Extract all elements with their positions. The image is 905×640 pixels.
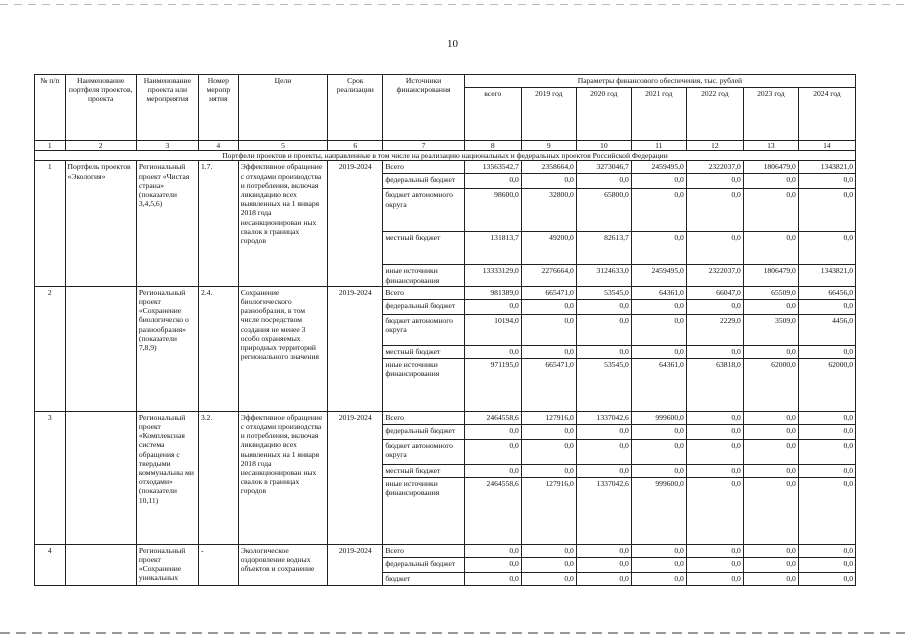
header-2022: 2022 год <box>686 88 743 141</box>
portfolio-name <box>65 544 136 585</box>
goal-text: Сохранение биологического разнообразия, в том числе посредством создания не менее 3 особо охраняемых природных территорий регионального значения <box>238 286 328 411</box>
event-number: 1.7. <box>198 161 238 286</box>
amount-cell: 2459495,0 <box>631 161 686 174</box>
header-goals: Цели <box>238 75 328 141</box>
amount-cell: 0,0 <box>521 174 576 189</box>
amount-cell: 0,0 <box>686 174 743 189</box>
col-number: 6 <box>328 141 383 151</box>
header-period: Срок реализации <box>328 75 383 141</box>
amount-cell: 999600,0 <box>631 411 686 424</box>
amount-cell: 0,0 <box>798 439 855 464</box>
amount-cell: 0,0 <box>631 572 686 585</box>
financing-table <box>34 74 856 586</box>
amount-cell: 0,0 <box>464 439 521 464</box>
amount-cell: 64361,0 <box>631 358 686 411</box>
amount-cell: 999600,0 <box>631 477 686 544</box>
amount-cell: 0,0 <box>576 424 631 439</box>
header-project: Наименование проекта или мероприятия <box>136 75 198 141</box>
amount-cell: 127916,0 <box>521 411 576 424</box>
amount-cell: 0,0 <box>686 572 743 585</box>
funding-source: федеральный бюджет <box>383 424 464 439</box>
amount-cell: 2229,0 <box>686 314 743 345</box>
amount-cell: 0,0 <box>743 232 798 265</box>
amount-cell: 0,0 <box>798 464 855 477</box>
amount-cell: 0,0 <box>631 232 686 265</box>
amount-cell: 98600,0 <box>464 189 521 232</box>
amount-cell: 0,0 <box>464 557 521 572</box>
funding-source: бюджет <box>383 572 464 585</box>
amount-cell: 0,0 <box>743 424 798 439</box>
amount-cell: 665471,0 <box>521 286 576 299</box>
amount-cell: 0,0 <box>798 174 855 189</box>
section-title: Портфели проектов и проекты, направленные в том числе на реализацию национальных и федеральных проектов Российской Федерации <box>35 151 856 161</box>
funding-source: Всего <box>383 161 464 174</box>
table-row <box>35 544 856 557</box>
col-number: 1 <box>35 141 66 151</box>
col-number: 8 <box>464 141 521 151</box>
funding-source: иные источники финансирования <box>383 265 464 286</box>
amount-cell: 82613,7 <box>576 232 631 265</box>
amount-cell: 0,0 <box>521 345 576 358</box>
amount-cell: 62000,0 <box>743 358 798 411</box>
section-title-row <box>35 151 856 161</box>
funding-source: бюджет автономного округа <box>383 314 464 345</box>
amount-cell: 1806479,0 <box>743 265 798 286</box>
amount-cell: 0,0 <box>743 477 798 544</box>
amount-cell: 0,0 <box>686 464 743 477</box>
amount-cell: 1343821,0 <box>798 161 855 174</box>
period: 2019-2024 <box>328 161 383 286</box>
amount-cell: 0,0 <box>464 464 521 477</box>
amount-cell: 0,0 <box>464 572 521 585</box>
amount-cell: 981389,0 <box>464 286 521 299</box>
portfolio-name <box>65 411 136 544</box>
header-total: всего <box>464 88 521 141</box>
amount-cell: 0,0 <box>464 345 521 358</box>
row-number: 1 <box>35 161 66 286</box>
col-number: 2 <box>65 141 136 151</box>
amount-cell: 53545,0 <box>576 358 631 411</box>
funding-source: местный бюджет <box>383 345 464 358</box>
period: 2019-2024 <box>328 286 383 411</box>
amount-cell: 0,0 <box>686 299 743 314</box>
amount-cell: 0,0 <box>798 557 855 572</box>
amount-cell: 665471,0 <box>521 358 576 411</box>
amount-cell: 65800,0 <box>576 189 631 232</box>
amount-cell: 0,0 <box>521 572 576 585</box>
event-number: - <box>198 544 238 585</box>
amount-cell: 0,0 <box>686 345 743 358</box>
project-name: Региональный проект «Чистая страна» (показатели 3,4,5,6) <box>136 161 198 286</box>
amount-cell: 0,0 <box>576 439 631 464</box>
amount-cell: 0,0 <box>743 464 798 477</box>
amount-cell: 2464558,6 <box>464 411 521 424</box>
amount-cell: 0,0 <box>631 299 686 314</box>
amount-cell: 32800,0 <box>521 189 576 232</box>
header-params: Параметры финансового обеспечения, тыс. рублей <box>464 75 855 88</box>
col-number: 7 <box>383 141 464 151</box>
amount-cell: 0,0 <box>743 174 798 189</box>
row-number: 3 <box>35 411 66 544</box>
amount-cell: 3124633,0 <box>576 265 631 286</box>
header-no: № п/п <box>35 75 66 141</box>
period: 2019-2024 <box>328 544 383 585</box>
amount-cell: 0,0 <box>631 189 686 232</box>
header-2021: 2021 год <box>631 88 686 141</box>
amount-cell: 0,0 <box>743 411 798 424</box>
amount-cell: 0,0 <box>798 411 855 424</box>
col-number: 11 <box>631 141 686 151</box>
amount-cell: 2322037,0 <box>686 161 743 174</box>
amount-cell: 0,0 <box>464 544 521 557</box>
amount-cell: 0,0 <box>686 477 743 544</box>
funding-source: Всего <box>383 411 464 424</box>
amount-cell: 0,0 <box>798 572 855 585</box>
funding-source: иные источники финансирования <box>383 477 464 544</box>
amount-cell: 2464558,6 <box>464 477 521 544</box>
amount-cell: 0,0 <box>631 544 686 557</box>
amount-cell: 66047,0 <box>686 286 743 299</box>
page-number: 10 <box>447 38 458 50</box>
header-2019: 2019 год <box>521 88 576 141</box>
amount-cell: 0,0 <box>798 477 855 544</box>
amount-cell: 0,0 <box>521 557 576 572</box>
amount-cell: 0,0 <box>743 557 798 572</box>
amount-cell: 0,0 <box>631 314 686 345</box>
amount-cell: 0,0 <box>686 189 743 232</box>
amount-cell: 0,0 <box>686 232 743 265</box>
funding-source: федеральный бюджет <box>383 174 464 189</box>
funding-source: федеральный бюджет <box>383 299 464 314</box>
amount-cell: 0,0 <box>521 439 576 464</box>
goal-text: Эффективное обращение с отходами производства и потребления, включая ликвидацию всех выявленных на 1 января 2018 года несанкционирован ных свалок в границах городов <box>238 161 328 286</box>
scan-edge-top <box>0 4 905 5</box>
amount-cell: 66456,0 <box>798 286 855 299</box>
amount-cell: 3273046,7 <box>576 161 631 174</box>
col-number: 13 <box>743 141 798 151</box>
funding-source: бюджет автономного округа <box>383 439 464 464</box>
amount-cell: 0,0 <box>521 544 576 557</box>
amount-cell: 0,0 <box>686 411 743 424</box>
amount-cell: 0,0 <box>686 439 743 464</box>
project-name: Региональный проект «Сохранение уникальных <box>136 544 198 585</box>
amount-cell: 10194,0 <box>464 314 521 345</box>
amount-cell: 0,0 <box>798 299 855 314</box>
amount-cell: 2276664,0 <box>521 265 576 286</box>
amount-cell: 49200,0 <box>521 232 576 265</box>
amount-cell: 0,0 <box>576 174 631 189</box>
amount-cell: 0,0 <box>576 314 631 345</box>
goal-text: Экологическое оздоровление водных объектов и сохранение <box>238 544 328 585</box>
portfolio-name: Портфель проектов «Экология» <box>65 161 136 286</box>
amount-cell: 3509,0 <box>743 314 798 345</box>
amount-cell: 0,0 <box>464 299 521 314</box>
scan-edge-bottom <box>0 632 905 634</box>
amount-cell: 0,0 <box>631 464 686 477</box>
table-body <box>35 161 856 585</box>
amount-cell: 0,0 <box>798 424 855 439</box>
amount-cell: 0,0 <box>464 174 521 189</box>
amount-cell: 0,0 <box>798 345 855 358</box>
amount-cell: 4456,0 <box>798 314 855 345</box>
amount-cell: 0,0 <box>576 572 631 585</box>
amount-cell: 0,0 <box>686 424 743 439</box>
period: 2019-2024 <box>328 411 383 544</box>
amount-cell: 0,0 <box>631 439 686 464</box>
amount-cell: 0,0 <box>631 174 686 189</box>
amount-cell: 971195,0 <box>464 358 521 411</box>
portfolio-name <box>65 286 136 411</box>
project-name: Региональный проект «Комплексная система обращения с твердыми коммунальны ми отходами» (показатели 10,11) <box>136 411 198 544</box>
col-number: 12 <box>686 141 743 151</box>
project-name: Региональный проект «Сохранение биологическо о разнообразия» (показатели 7,8,9) <box>136 286 198 411</box>
amount-cell: 0,0 <box>743 572 798 585</box>
amount-cell: 0,0 <box>743 439 798 464</box>
funding-source: местный бюджет <box>383 232 464 265</box>
amount-cell: 62000,0 <box>798 358 855 411</box>
event-number: 3.2. <box>198 411 238 544</box>
amount-cell: 131813,7 <box>464 232 521 265</box>
amount-cell: 0,0 <box>464 424 521 439</box>
amount-cell: 0,0 <box>743 189 798 232</box>
funding-source: иные источники финансирования <box>383 358 464 411</box>
header-event-no: Номер меропр иятия <box>198 75 238 141</box>
goal-text: Эффективное обращение с отходами производства и потребления, включая ликвидацию всех выявленных на 1 января 2018 года несанкционирован ных свалок в границах городов <box>238 411 328 544</box>
amount-cell: 0,0 <box>798 232 855 265</box>
row-number: 2 <box>35 286 66 411</box>
amount-cell: 0,0 <box>798 189 855 232</box>
col-number: 5 <box>238 141 328 151</box>
amount-cell: 0,0 <box>743 345 798 358</box>
amount-cell: 0,0 <box>521 424 576 439</box>
funding-source: бюджет автономного округа <box>383 189 464 232</box>
header-2020: 2020 год <box>576 88 631 141</box>
table-row <box>35 286 856 299</box>
funding-source: Всего <box>383 286 464 299</box>
col-number: 9 <box>521 141 576 151</box>
col-number: 10 <box>576 141 631 151</box>
header-row <box>35 75 856 88</box>
amount-cell: 0,0 <box>686 544 743 557</box>
table-row <box>35 161 856 174</box>
amount-cell: 0,0 <box>743 299 798 314</box>
amount-cell: 63818,0 <box>686 358 743 411</box>
amount-cell: 0,0 <box>576 557 631 572</box>
header-portfolio: Наименование портфеля проектов, проекта <box>65 75 136 141</box>
amount-cell: 0,0 <box>631 345 686 358</box>
amount-cell: 0,0 <box>631 557 686 572</box>
amount-cell: 2322037,0 <box>686 265 743 286</box>
amount-cell: 0,0 <box>521 299 576 314</box>
event-number: 2.4. <box>198 286 238 411</box>
amount-cell: 0,0 <box>686 557 743 572</box>
amount-cell: 53545,0 <box>576 286 631 299</box>
amount-cell: 127916,0 <box>521 477 576 544</box>
amount-cell: 0,0 <box>798 544 855 557</box>
amount-cell: 2459495,0 <box>631 265 686 286</box>
amount-cell: 2358664,0 <box>521 161 576 174</box>
col-number: 3 <box>136 141 198 151</box>
amount-cell: 0,0 <box>576 544 631 557</box>
row-number: 4 <box>35 544 66 585</box>
amount-cell: 64361,0 <box>631 286 686 299</box>
amount-cell: 13563542,7 <box>464 161 521 174</box>
header-2023: 2023 год <box>743 88 798 141</box>
amount-cell: 0,0 <box>743 544 798 557</box>
amount-cell: 0,0 <box>576 464 631 477</box>
col-number: 4 <box>198 141 238 151</box>
amount-cell: 13333129,0 <box>464 265 521 286</box>
funding-source: местный бюджет <box>383 464 464 477</box>
amount-cell: 0,0 <box>631 424 686 439</box>
amount-cell: 1806479,0 <box>743 161 798 174</box>
table-row <box>35 411 856 424</box>
amount-cell: 1337042,6 <box>576 411 631 424</box>
column-numbers-row <box>35 141 856 151</box>
amount-cell: 1343821,0 <box>798 265 855 286</box>
amount-cell: 0,0 <box>521 464 576 477</box>
amount-cell: 0,0 <box>521 314 576 345</box>
amount-cell: 0,0 <box>576 299 631 314</box>
funding-source: федеральный бюджет <box>383 557 464 572</box>
col-number: 14 <box>798 141 855 151</box>
funding-source: Всего <box>383 544 464 557</box>
amount-cell: 65509,0 <box>743 286 798 299</box>
header-2024: 2024 год <box>798 88 855 141</box>
amount-cell: 1337042,6 <box>576 477 631 544</box>
amount-cell: 0,0 <box>576 345 631 358</box>
header-sources: Источники финансирования <box>383 75 464 141</box>
